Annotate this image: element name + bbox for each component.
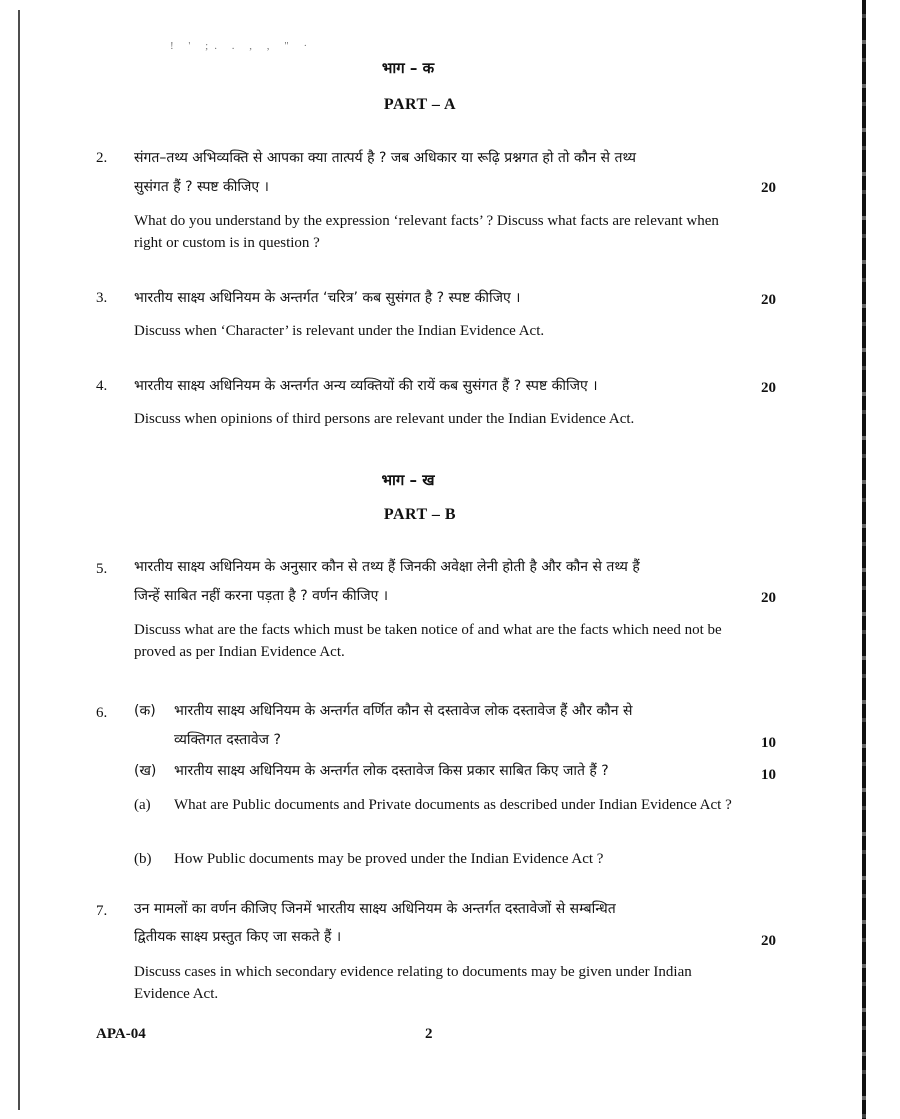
- question-hindi-line1: भारतीय साक्ष्य अधिनियम के अनुसार कौन से तथ्य हैं जिनकी अवेक्षा लेनी होती है और कौन से तथ्य हैं: [134, 559, 640, 575]
- question-hindi-line1: उन मामलों का वर्णन कीजिए जिनमें भारतीय साक्ष्य अधिनियम के अन्तर्गत दस्तावेजों से सम्बन्धित: [134, 901, 616, 917]
- question-hindi-line1: भारतीय साक्ष्य अधिनियम के अन्तर्गत अन्य व्यक्तियों की रायें कब सुसंगत हैं ? स्पष्ट कीजिए ।: [134, 378, 598, 394]
- subpart-a-text: What are Public documents and Private documents as described under Indian Evidence Act ?: [174, 797, 732, 813]
- subpart-ka-line2: व्यक्तिगत दस्तावेज ?: [174, 732, 281, 748]
- question-english: Discuss when opinions of third persons are relevant under the Indian Evidence Act.: [134, 411, 635, 427]
- paper-code: APA-04: [96, 1026, 146, 1042]
- question-number: 2.: [96, 150, 108, 166]
- question-6-parts: [134, 701, 744, 881]
- question-6: [96, 701, 776, 881]
- question-english: Discuss cases in which secondary evidence relating to documents may be given under Indian Evidence Act.: [134, 964, 692, 1002]
- question-marks: 20: [761, 380, 776, 396]
- question-2: [96, 146, 776, 256]
- question-hindi-line1: भारतीय साक्ष्य अधिनियम के अन्तर्गत ‘चरित्र’ कब सुसंगत है ? स्पष्ट कीजिए ।: [134, 290, 521, 306]
- question-english: What do you understand by the expression ‘relevant facts’ ? Discuss what facts are relevant when right or custom is in question ?: [134, 213, 719, 251]
- question-marks: 20: [761, 292, 776, 308]
- subpart-b-text: How Public documents may be proved under the Indian Evidence Act ?: [174, 851, 604, 867]
- question-hindi-line2: सुसंगत हैं ? स्पष्ट कीजिए ।: [134, 179, 269, 195]
- left-margin-line: [18, 10, 20, 1110]
- subpart-kha-label: (ख): [134, 763, 157, 779]
- right-margin-edge: [862, 0, 866, 1119]
- subpart-ka-line1: भारतीय साक्ष्य अधिनियम के अन्तर्गत वर्णित कौन से दस्तावेज लोक दस्तावेज हैं और कौन से: [174, 703, 633, 719]
- question-number: 6.: [96, 705, 108, 721]
- question-marks: 20: [761, 180, 776, 196]
- question-4: [96, 374, 776, 434]
- part-a-hindi-heading: भाग – क: [381, 59, 435, 77]
- part-b-hindi-heading: भाग – ख: [381, 471, 435, 489]
- question-hindi-line2: जिन्हें साबित नहीं करना पड़ता है ? वर्णन कीजिए ।: [134, 588, 389, 604]
- question-number: 3.: [96, 290, 108, 306]
- question-number: 5.: [96, 561, 108, 577]
- question-hindi-line1: संगत–तथ्य अभिव्यक्ति से आपका क्या तात्पर्य है ? जब अधिकार या रूढ़ि प्रश्नगत हो तो कौन से तथ्य: [134, 150, 636, 166]
- question-5: [96, 557, 776, 667]
- part-b-heading: PART – B: [383, 506, 457, 523]
- question-number: 4.: [96, 378, 108, 394]
- question-marks: 20: [761, 933, 776, 949]
- question-english: Discuss what are the facts which must be taken notice of and what are the facts which need not be proved as per Indian Evidence Act.: [134, 622, 722, 660]
- question-hindi-line2: द्वितीयक साक्ष्य प्रस्तुत किए जा सकते हैं ।: [134, 929, 342, 945]
- scan-speckles: ! ' ;. . , , " ·: [170, 40, 314, 52]
- part-a-heading: PART – A: [383, 96, 457, 113]
- subpart-ka-marks: 10: [761, 735, 776, 751]
- subpart-kha-line1: भारतीय साक्ष्य अधिनियम के अन्तर्गत लोक दस्तावेज किस प्रकार साबित किए जाते हैं ?: [174, 763, 609, 779]
- question-marks: 20: [761, 590, 776, 606]
- question-english: Discuss when ‘Character’ is relevant under the Indian Evidence Act.: [134, 323, 545, 339]
- subpart-a-label: (a): [134, 797, 151, 813]
- subpart-kha-marks: 10: [761, 767, 776, 783]
- question-number: 7.: [96, 903, 108, 919]
- page-number: 2: [425, 1026, 433, 1042]
- question-7: [96, 899, 776, 1009]
- question-3: [96, 286, 776, 346]
- subpart-b-label: (b): [134, 851, 152, 867]
- subpart-ka-label: (क): [134, 703, 156, 719]
